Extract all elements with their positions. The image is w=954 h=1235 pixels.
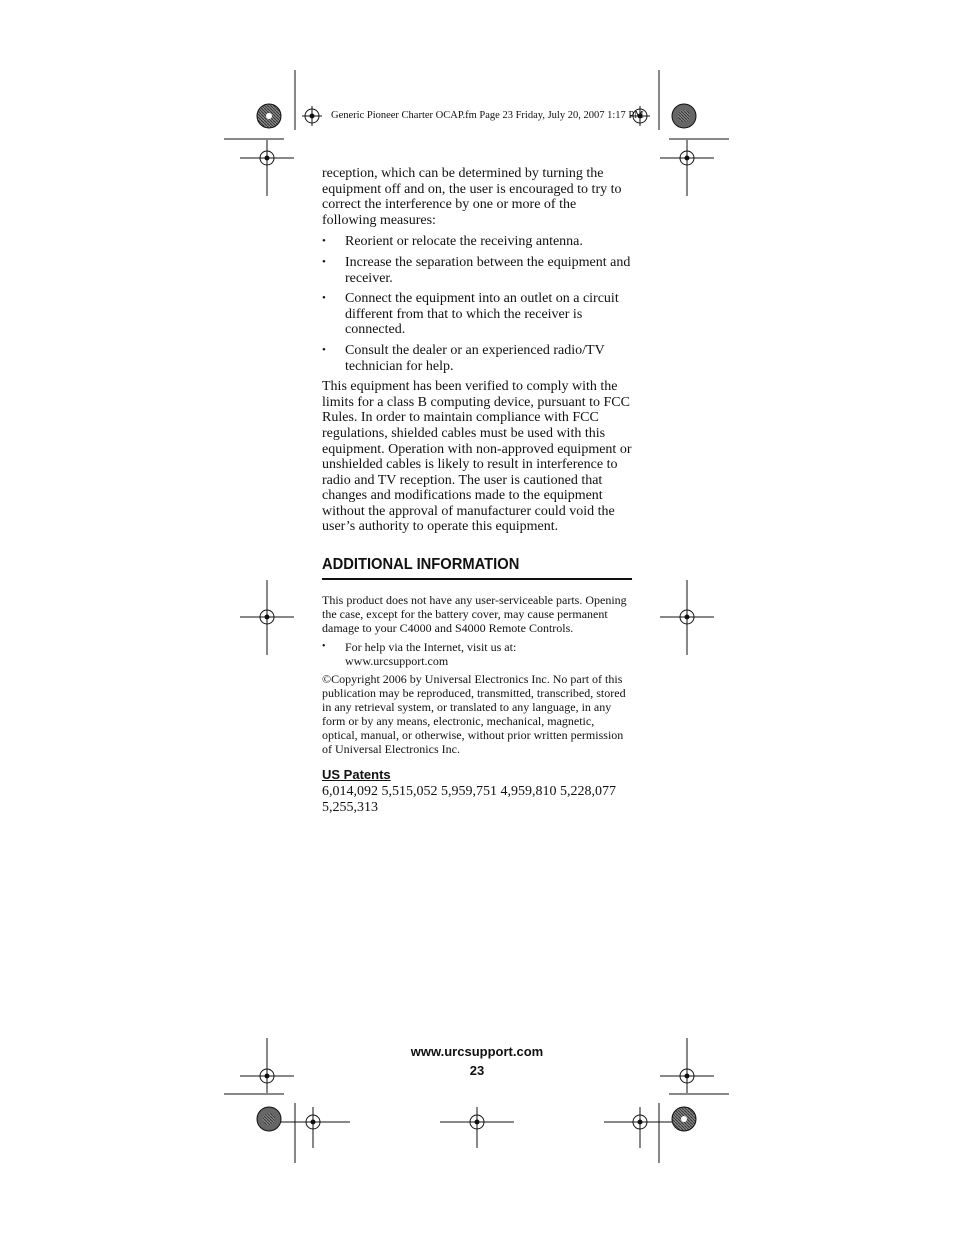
file-slug-line: Generic Pioneer Charter OCAP.fm Page 23 Friday, July 20, 2007 1:17 PM: [331, 110, 644, 121]
text-column: [322, 166, 632, 815]
registration-mark-bottom-left: [278, 1107, 350, 1148]
registration-mark-right-middle: [660, 580, 714, 655]
registration-mark-left-middle: [240, 580, 294, 655]
no-user-parts-paragraph: This product does not have any user-serviceable parts. Opening the case, except for the battery cover, may cause permanent damage to your C4000 and S4000 Remote Controls.: [322, 593, 627, 636]
star-target-top-right: [672, 104, 696, 128]
star-target-top-left: [257, 104, 281, 128]
registration-mark-bottom-center: [440, 1107, 514, 1148]
help-list: [322, 640, 632, 668]
page-footer: [0, 1042, 954, 1080]
list-item: [322, 640, 632, 668]
patents-list: 6,014,092 5,515,052 5,959,751 4,959,810 5,228,077 5,255,313: [322, 784, 616, 815]
copyright-paragraph: ©Copyright 2006 by Universal Electronics Inc. No part of this publication may be reproduced, transmitted, transcribed, stored in any retrieval system, or translated to any language, in any form or by any means, electronic, mechanical, magnetic, optical, manual, or otherwise, without prior written permission of Universal Electronics Inc.: [322, 672, 626, 757]
intro-paragraph: reception, which can be determined by turning the equipment off and on, the user is encouraged to try to correct the interference by one or more of the following measures:: [322, 166, 622, 228]
footer-url-link[interactable]: www.urcsupport.com: [410, 1044, 544, 1059]
registration-mark-left-top: [240, 140, 294, 196]
star-target-bottom-right: [672, 1107, 696, 1131]
page-number: 23: [469, 1063, 485, 1078]
list-item: • Consult the dealer or an experienced radio/TV technician for help.: [322, 343, 632, 374]
help-bullet-line-1: For help via the Internet, visit us at:: [345, 640, 517, 655]
interference-measures-list: [322, 234, 632, 374]
star-target-bottom-left: [257, 1107, 281, 1131]
list-item: • Increase the separation between the equipment and receiver.: [322, 255, 632, 286]
compliance-paragraph: This equipment has been verified to comply with the limits for a class B computing device, pursuant to FCC Rules. In order to maintain compliance with FCC regulations, shielded cables must be used with this equipment. Operation with non-approved equipment or unshielded cables is likely to result in interference to radio and TV reception. The user is cautioned that changes and modifications made to the equipment without the approval of manufacturer could void the user’s authority to operate this equipment.: [322, 379, 632, 535]
help-url-link[interactable]: www.urcsupport.com: [345, 654, 449, 669]
list-item: • Connect the equipment into an outlet on a circuit different from that to which the receiver is connected.: [322, 291, 632, 338]
registration-mark-bottom-right: [604, 1107, 676, 1148]
registration-mark-right-top: [660, 140, 714, 196]
list-item: • Reorient or relocate the receiving antenna.: [322, 234, 632, 250]
additional-information-heading: ADDITIONAL INFORMATION: [322, 556, 632, 580]
us-patents-heading: US Patents: [322, 767, 391, 783]
registration-mark-top-left: [302, 106, 322, 126]
